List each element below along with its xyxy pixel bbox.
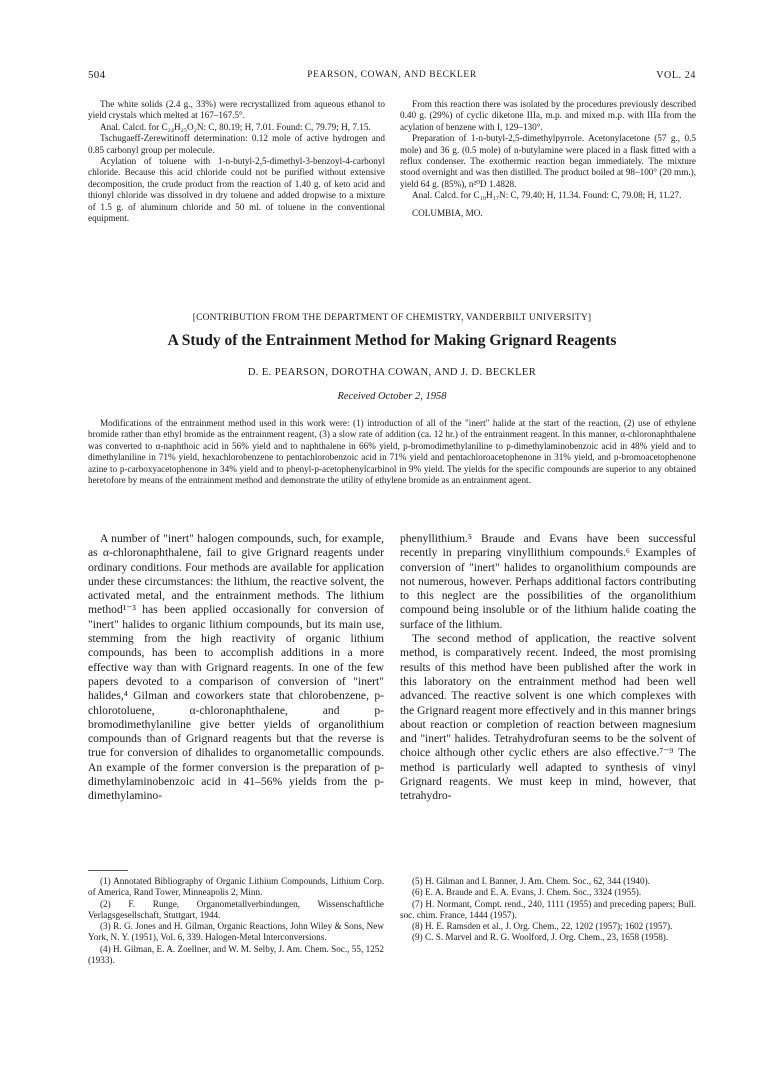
body-right-column — [400, 532, 696, 804]
previous-article-left-column — [88, 99, 385, 224]
prev-paragraph: The white solids (2.4 g., 33%) were recrystallized from aqueous ethanol to yield crystals which melted at 167–167.5°. — [88, 99, 385, 121]
body-left-column — [88, 532, 384, 804]
prev-paragraph: Tschugaeff-Zerewitinoff determination: 0.12 mole of active hydrogen and 0.85 carbonyl group per molecule. — [88, 133, 385, 155]
prev-paragraph: Anal. Calcd. for C₁₀H₁₇N: C, 79.40; H, 11.34. Found: C, 79.08; H, 11.27. — [412, 190, 682, 201]
footnote-rule — [88, 870, 128, 871]
volume-label: VOL. 24 — [656, 70, 696, 81]
author-line: D. E. PEARSON, DOROTHA COWAN, AND J. D. BECKLER — [247, 367, 537, 378]
footnotes-left — [88, 876, 384, 966]
footnote: (7) H. Normant, Compt. rend., 240, 1111 (1955) and preceding papers; Bull. soc. chim. France, 1444 (1957). — [400, 898, 696, 920]
footnote: (8) H. E. Ramsden et al., J. Org. Chem., 22, 1202 (1957); 1602 (1957). — [412, 921, 673, 932]
article-title: A Study of the Entrainment Method for Making Grignard Reagents — [167, 332, 617, 349]
prev-paragraph: Preparation of 1-n-butyl-2,5-dimethylpyrrole. Acetonylacetone (57 g., 0.5 mole) and 36 g. (0.5 mole) of n-butylamine were placed in a flask fitted with a reflux condenser. The exothermic reaction began immediately. The mixture stood overnight and was then distilled. The product boiled at 98–100° (20 mm.), yield 64 g. (85%), n²⁰D 1.4828. — [400, 133, 696, 189]
prev-paragraph: Acylation of toluene with 1-n-butyl-2,5-dimethyl-3-benzoyl-4-carbonyl chloride. Because this acid chloride could not be purified without extensive decomposition, the crude product from the reaction of 1.40 g. of keto acid and thionyl chloride was dissolved in dry toluene and added dropwise to a mixture of 1.5 g. of aluminum chloride and 50 ml. of toluene in the conventional equipment. — [88, 156, 385, 224]
footnote: (9) C. S. Marvel and R. G. Woolford, J. Org. Chem., 23, 1658 (1958). — [412, 932, 669, 943]
prev-paragraph: From this reaction there was isolated by the procedures previously described 0.40 g. (29%) of cyclic diketone IIIa, m.p. and mixed m.p. with IIIa from the acylation of benzene with I, 129–130°. — [400, 99, 696, 132]
footnote: (4) H. Gilman, E. A. Zoellner, and W. M. Selby, J. Am. Chem. Soc., 55, 1252 (1933). — [88, 943, 384, 966]
received-date: Received October 2, 1958 — [337, 391, 447, 402]
prev-paragraph: Anal. Calcd. for C₂₄H₂₅O₂N: C, 80.19; H, 7.01. Found: C, 79.79; H, 7.15. — [100, 121, 371, 132]
abstract: Modifications of the entrainment method used in this work were: (1) introduction of all of the "inert" halide at the start of the reaction, (2) use of ethylene bromide rather than ethyl bromide as the entrainment reagent, (3) a slow rate of addition (ca. 12 hr.) of the entrainment reagent. In this manner, α-chloronaphthalene was converted to α-naphthoic acid in 56% yield and to naphthalene in 66% yield, p-bromodimethylaniline to p-dimethylaminobenzoic acid in 48% yield and to dimethylaniline in 71% yield, hexachlorobenzene to pentachlorobenzoic acid in 71% yield and pentachloroacetophenone in 31% yield, and p-bromoacetophenone azine to p-carboxyacetophenone in 34% yield and to phenyl-p-acetophenylcarbinol in 9% yield. The yields for the specific compounds are superior to any obtained heretofore by means of the entrainment method and demonstrate the utility of ethylene bromide as an entrainment agent. — [88, 418, 696, 486]
running-header — [88, 69, 696, 85]
page-number: 504 — [88, 69, 106, 81]
footnote: (3) R. G. Jones and H. Gilman, Organic Reactions, John Wiley & Sons, New York, N. Y. (1951), Vol. 6, 339. Halogen-Metal Interconversions. — [88, 921, 384, 943]
contribution-line: [CONTRIBUTION FROM THE DEPARTMENT OF CHEMISTRY, VANDERBILT UNIVERSITY] — [192, 313, 592, 323]
body-paragraph: A number of "inert" halogen compounds, such, for example, as α-chloronaphthalene, fail to give Grignard reagents under ordinary conditions. Four methods are available for application under these circumstances: the lithium, the reactive solvent, the activated metal, and the entrainment methods. The lithium method¹⁻³ has been applied occasionally for conversion of "inert" halides to organic lithium compounds, but its main use, stemming from the high reactivity of organic lithium compounds, has been to accomplish additions in a more effective way than with Grignard reagents. In one of the few papers devoted to a comparison of conversion of "inert" halides,⁴ Gilman and coworkers state that chlorobenzene, p-chlorotoluene, α-chloronaphthalene, and p-bromodimethylaniline give better yields of organolithium compounds than of Grignard reagents but that the reverse is true for conversion of dihalides to organometallic compounds. An example of the former conversion is the preparation of p-dimethylaminobenzoic acid in 41–56% yields from the p-dimethylamino- — [88, 532, 384, 803]
previous-article-right-column — [400, 99, 696, 219]
body-paragraph: The second method of application, the reactive solvent method, is comparatively recent. Indeed, the most promising results of this method have been published after the work in this laboratory on the entrainment method had been well advanced. The reactive solvent is one which complexes with the Grignard reagent more effectively and in this manner brings about reaction or completion of reaction between magnesium and "inert" halides. Tetrahydrofuran seems to be the solvent of choice although other cyclic ethers are also effective.⁷⁻⁹ The method is particularly well adapted to synthesis of vinyl Grignard reagents. We must keep in mind, however, that tetrahydro- — [400, 632, 696, 803]
footnote: (2) F. Runge, Organometallverbindungen, Wissenschaftliche Verlagsgesellschaft, Stuttgart, 1944. — [88, 898, 384, 920]
footnote: (5) H. Gilman and I. Banner, J. Am. Chem. Soc., 62, 344 (1940). — [412, 876, 650, 886]
footnotes-right — [400, 876, 696, 944]
running-head: PEARSON, COWAN, AND BECKLER — [307, 70, 477, 80]
footnote: (6) E. A. Braude and E. A. Evans, J. Chem. Soc., 3324 (1955). — [412, 887, 642, 898]
footnote: (1) Annotated Bibliography of Organic Lithium Compounds, Lithium Corp. of America, Rand Tower, Minneapolis 2, Minn. — [88, 876, 384, 898]
body-paragraph: phenyllithium.⁵ Braude and Evans have been successful recently in preparing vinyllithium compounds.⁶ Examples of conversion of "inert" halides to organolithium compounds are not numerous, however. Perhaps additional factors contributing to this neglect are the possibilities of the organolithium compound being insoluble or of the lithium halide coating the surface of the lithium. — [400, 532, 696, 631]
place-line: COLUMBIA, MO. — [412, 207, 483, 218]
